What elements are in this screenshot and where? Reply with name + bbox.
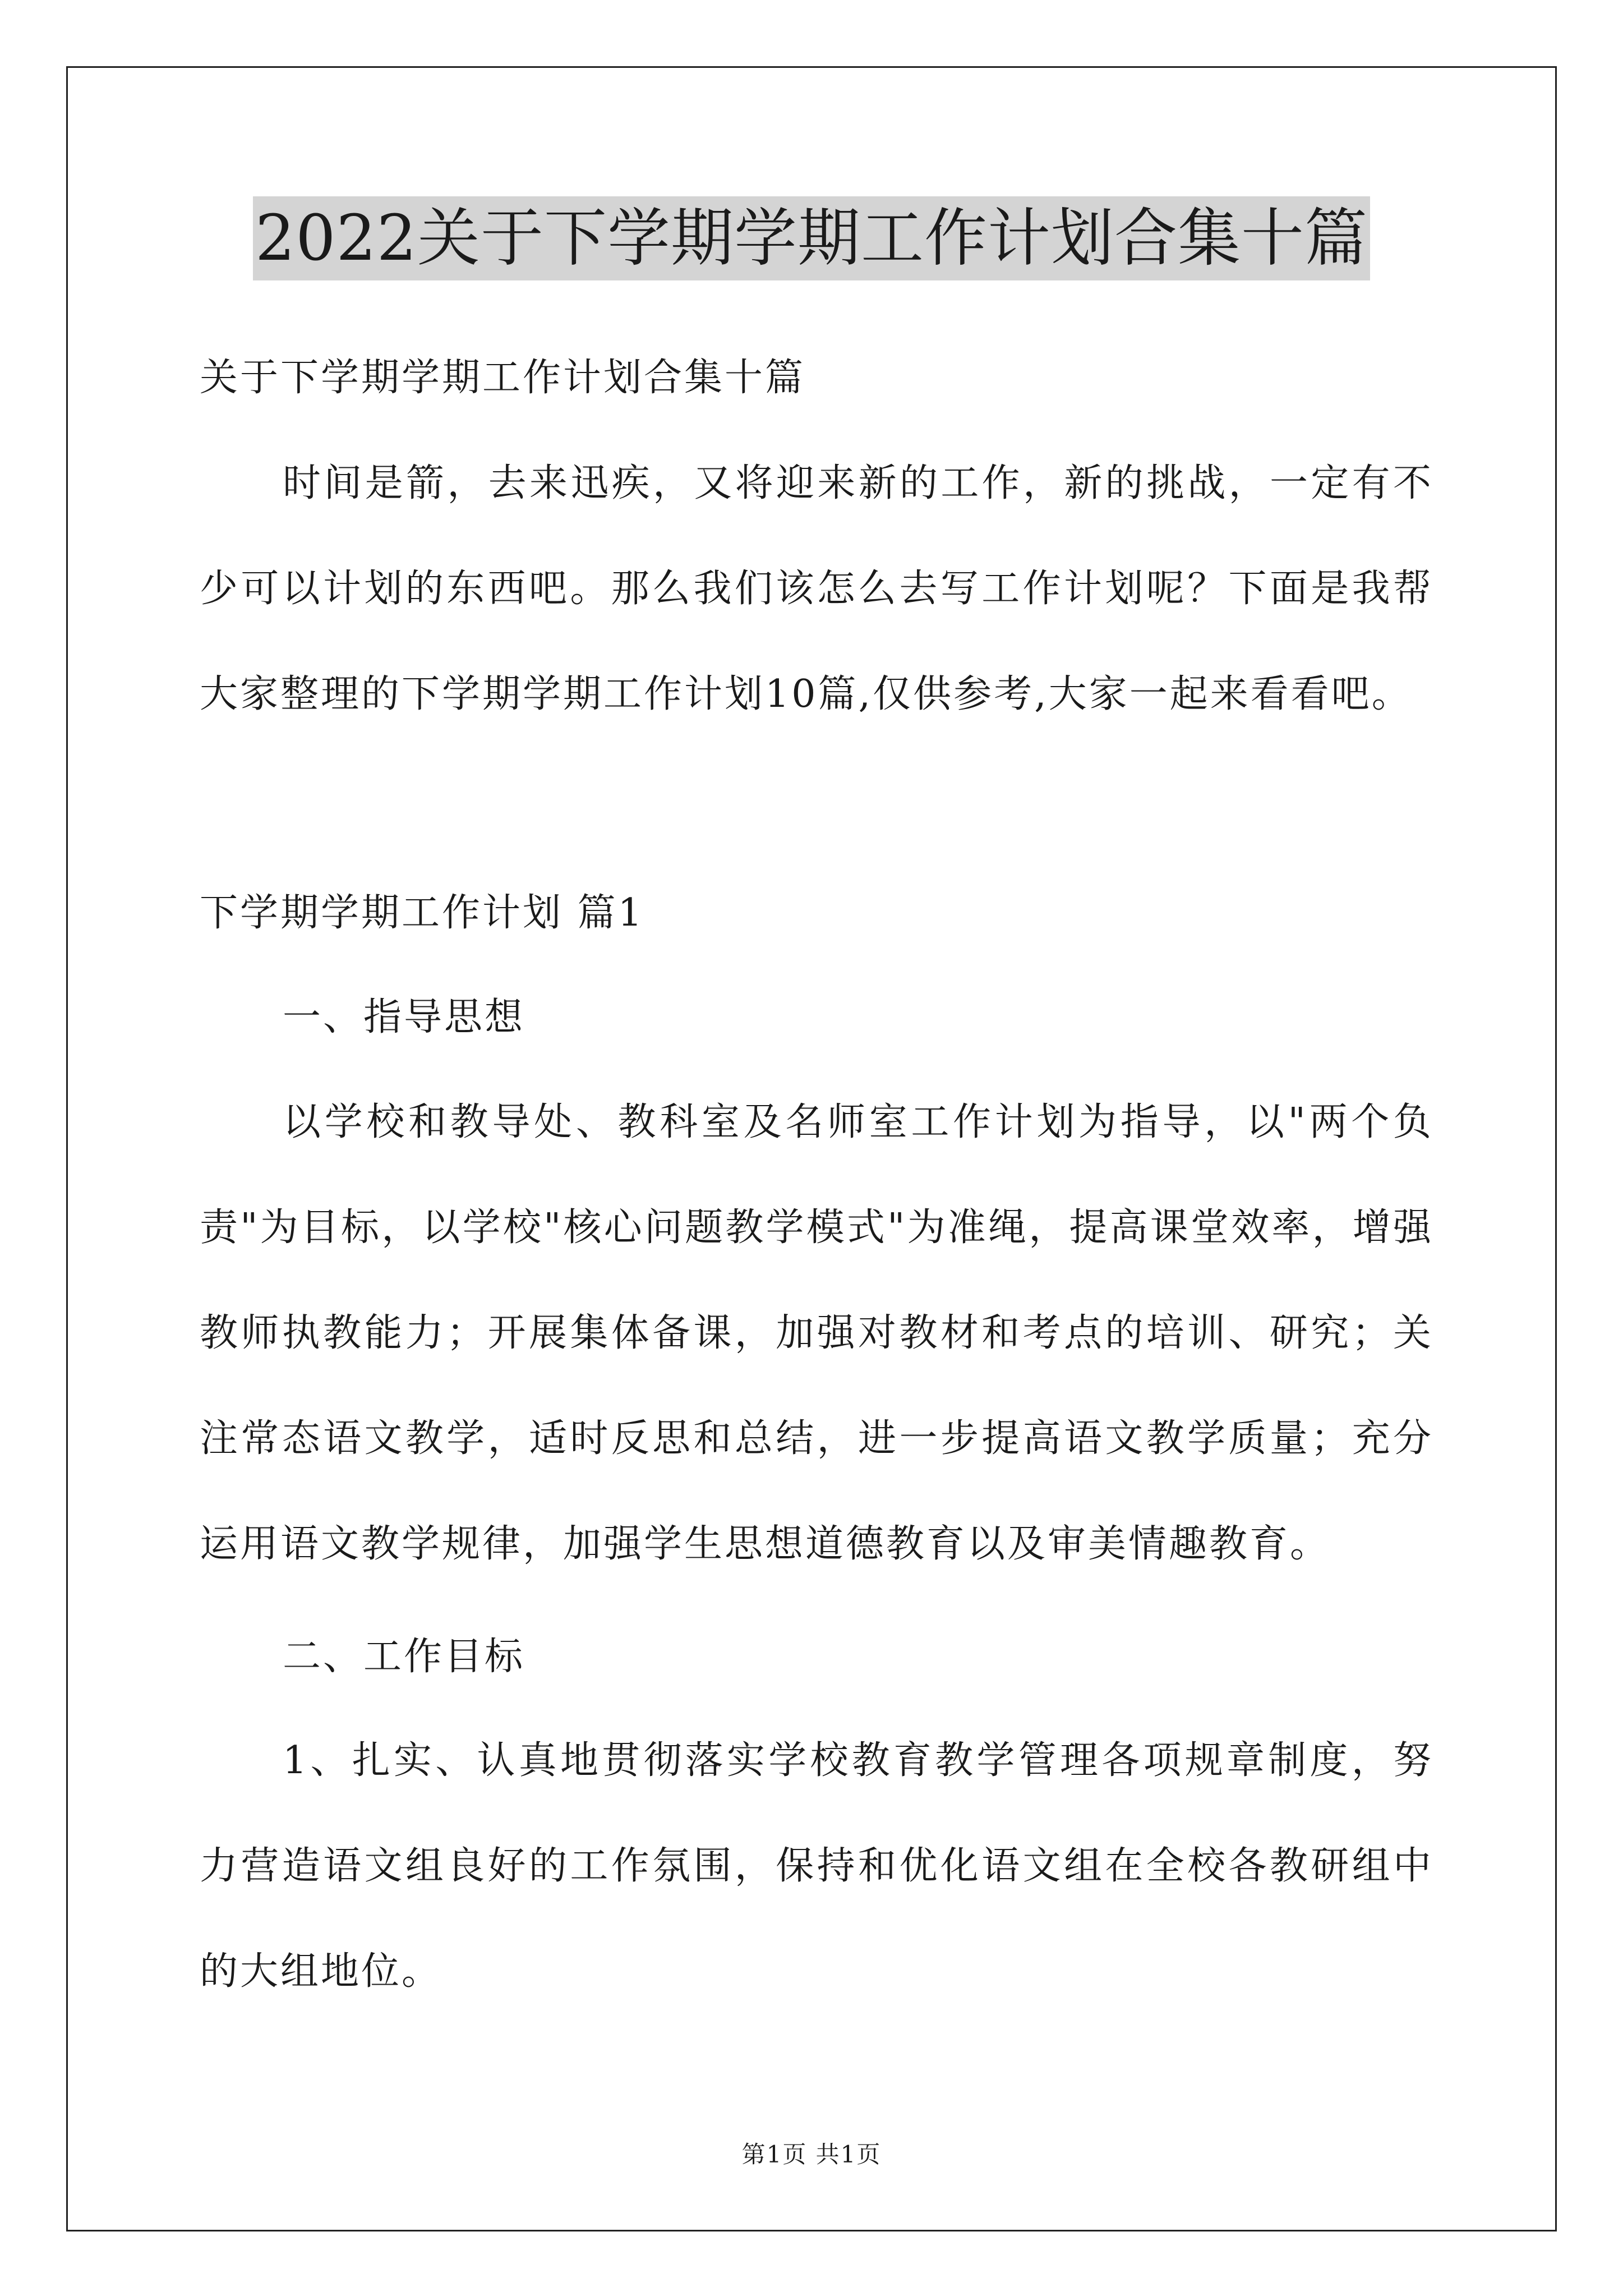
work-goals-paragraph: 1、扎实、认真地贯彻落实学校教育教学管理各项规章制度，努力营造语文组良好的工作氛围，保持和优化语文组在全校各教研组中的大组地位。 [200,1738,1433,1994]
title-container [0,196,1623,280]
intro-paragraph: 时间是箭，去来迅疾，又将迎来新的工作，新的挑战，一定有不少可以计划的东西吧。那么我们该怎么去写工作计划呢？下面是我帮大家整理的下学期学期工作计划10篇,仅供参考,大家一起来看看吧。 [200,461,1433,716]
heading-work-goals: 二、工作目标 [283,1635,525,1679]
document-title: 2022关于下学期学期工作计划合集十篇 [253,196,1370,280]
guiding-thought-paragraph: 以学校和教导处、教科室及名师室工作计划为指导，以"两个负责"为目标，以学校"核心问题教学模式"为准绳，提高课堂效率，增强教师执教能力；开展集体备课，加强对教材和考点的培训、研究；关注常态语文教学，适时反思和总结，进一步提高语文教学质量；充分运用语文教学规律，加强学生思想道德教育以及审美情趣教育。 [200,1100,1433,1566]
page-footer: 第1页 共1页 [741,2141,882,2168]
heading-guiding-thought: 一、指导思想 [283,995,525,1039]
document-subtitle: 关于下学期学期工作计划合集十篇 [200,356,806,400]
section-heading: 下学期学期工作计划 篇1 [200,891,644,935]
